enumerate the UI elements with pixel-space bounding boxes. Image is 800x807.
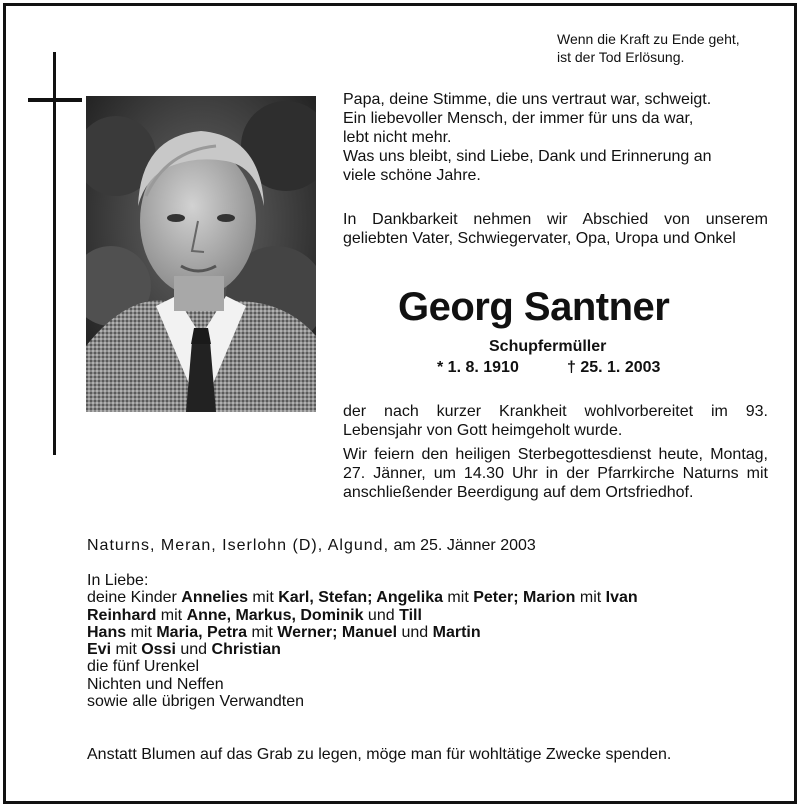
nickname: Schupfermüller — [489, 338, 607, 355]
death-date: † 25. 1. 2003 — [567, 359, 661, 376]
service-text: Wir feiern den heiligen Sterbegottesdienst heute, Montag, 27. Jänner, um 14.30 Uhr in der Pfarrkirche Naturns mit anschließender Beerdigung auf dem Ortsfriedhof. — [343, 446, 768, 501]
poem-line: Ein liebevoller Mensch, der immer für uns da war, — [343, 110, 694, 127]
family-line — [87, 589, 638, 606]
family-name: Ivan — [605, 589, 638, 607]
family-name: Anne, Markus, Dominik — [186, 606, 364, 624]
motto — [557, 30, 740, 66]
family-name: Annelies — [181, 589, 248, 607]
family-name: Martin — [432, 623, 481, 641]
poem-line: lebt nicht mehr. — [343, 129, 452, 146]
relatives-line: Nichten und Neffen — [87, 675, 224, 693]
family-text: mit — [111, 641, 142, 659]
poem — [343, 90, 768, 185]
motto-line: Wenn die Kraft zu Ende geht, — [557, 31, 740, 47]
place-names: Naturns, Meran, Iserlohn (D), Algund, — [87, 537, 390, 554]
family-name: Karl, Stefan; Angelika — [278, 589, 443, 607]
notice-date: am 25. Jänner 2003 — [389, 537, 536, 554]
place-date — [87, 536, 536, 555]
poem-line: viele schöne Jahre. — [343, 167, 481, 184]
family-name: Evi — [87, 641, 112, 659]
relatives-line: die fünf Urenkel — [87, 658, 200, 676]
family-text: mit — [126, 623, 157, 641]
family-line — [87, 607, 638, 624]
family-name: Reinhard — [87, 606, 157, 624]
family-text: und — [363, 606, 400, 624]
portrait-photo — [86, 96, 316, 412]
family-name: Werner; Manuel — [277, 623, 398, 641]
passing-text: der nach kurzer Krankheit wohlvorbereitet im 93. Lebensjahr von Gott heimgeholt wurde. — [343, 403, 768, 439]
donation-note: Anstatt Blumen auf das Grab zu legen, möge man für wohltätige Zwecke spenden. — [87, 746, 672, 763]
family-name: Hans — [87, 623, 127, 641]
deceased-name: Georg Santner — [398, 285, 670, 329]
poem-line: Papa, deine Stimme, die uns vertraut war, schweigt. — [343, 91, 712, 108]
intro-text: In Dankbarkeit nehmen wir Abschied von unserem geliebten Vater, Schwiegervater, Opa, Uropa und Onkel — [343, 211, 768, 247]
family-name: Peter; Marion — [473, 589, 576, 607]
family-text: und — [397, 623, 433, 641]
poem-line: Was uns bleibt, sind Liebe, Dank und Erinnerung an — [343, 148, 712, 165]
family-name: Ossi — [141, 641, 176, 659]
family-text: mit — [247, 623, 278, 641]
family-text: mit — [156, 606, 187, 624]
in-love-label: In Liebe: — [87, 572, 149, 589]
relatives-line: sowie alle übrigen Verwandten — [87, 693, 305, 711]
family-line — [87, 624, 638, 641]
family-text: und — [175, 641, 212, 659]
family-name: Till — [399, 606, 422, 624]
cross-icon-bar — [28, 98, 82, 102]
cross-icon — [53, 52, 56, 455]
family-name: Christian — [211, 641, 281, 659]
family-name: Maria, Petra — [156, 623, 248, 641]
family-list — [87, 572, 638, 710]
birth-date: * 1. 8. 1910 — [437, 359, 519, 376]
family-line — [87, 641, 638, 658]
family-text: mit — [442, 589, 474, 607]
family-text: mit — [247, 589, 279, 607]
family-text: mit — [575, 589, 606, 607]
motto-line: ist der Tod Erlösung. — [557, 49, 685, 65]
family-text: deine Kinder — [87, 589, 182, 607]
